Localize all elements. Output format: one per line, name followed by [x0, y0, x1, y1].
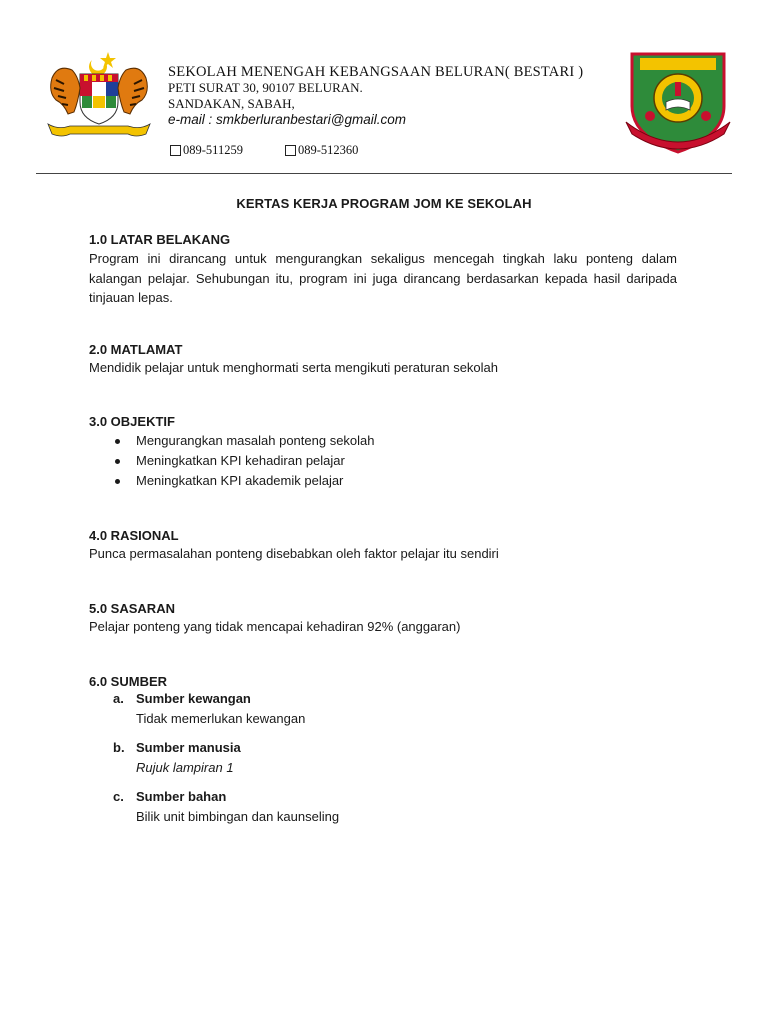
section-4-body: Punca permasalahan ponteng disebabkan oleh faktor pelajar itu sendiri: [89, 546, 499, 561]
email-address: e-mail : smkberluranbestari@gmail.com: [168, 112, 407, 127]
document-title: KERTAS KERJA PROGRAM JOM KE SEKOLAH: [236, 196, 532, 211]
letterhead: [168, 64, 618, 128]
phone-2-number: 089-512360: [298, 143, 359, 157]
section-5-body: Pelajar ponteng yang tidak mencapai kehadiran 92% (anggaran): [89, 619, 461, 634]
school-crest-icon: [622, 46, 734, 158]
objective-text: Mengurangkan masalah ponteng sekolah: [136, 433, 375, 448]
objective-text: Meningkatkan KPI kehadiran pelajar: [136, 453, 345, 468]
item-letter: b.: [113, 740, 125, 755]
section-3-heading: 3.0 OBJEKTIF: [89, 414, 175, 429]
bullet-icon: [115, 479, 120, 484]
bullet-icon: [115, 459, 120, 464]
list-item: [89, 431, 375, 451]
address-line-1: PETI SURAT 30, 90107 BELURAN.: [168, 80, 363, 95]
phone-1: [170, 143, 243, 158]
address-line-2: SANDAKAN, SABAH,: [168, 96, 295, 111]
list-item: [89, 451, 375, 471]
section-6-heading: 6.0 SUMBER: [89, 674, 168, 689]
section-5-heading: 5.0 SASARAN: [89, 601, 175, 616]
section-2-heading: 2.0 MATLAMAT: [89, 342, 183, 357]
item-title: Sumber kewangan: [136, 691, 251, 706]
fax-icon: [285, 145, 296, 156]
bullet-icon: [115, 439, 120, 444]
item-description: Bilik unit bimbingan dan kaunseling: [136, 809, 340, 824]
list-item: [89, 471, 375, 491]
malaysia-coat-of-arms-icon: [40, 48, 158, 144]
objectives-list: [89, 431, 375, 491]
section-4-heading: 4.0 RASIONAL: [89, 528, 179, 543]
item-letter: c.: [113, 789, 124, 804]
section-1-body: Program ini dirancang untuk mengurangkan sekaligus mencegah tingkah laku ponteng dalam kalangan pelajar. Sehubungan itu, program ini juga dirancang berdasarkan kepada hasil daripada tinjauan lepas.: [89, 251, 677, 305]
phone-icon: [170, 145, 181, 156]
school-name: SEKOLAH MENENGAH KEBANGSAAN BELURAN( BESTARI ): [168, 64, 584, 80]
header-divider: [36, 173, 732, 174]
item-letter: a.: [113, 691, 124, 706]
phone-1-number: 089-511259: [183, 143, 243, 157]
item-title: Sumber bahan: [136, 789, 227, 804]
objective-text: Meningkatkan KPI akademik pelajar: [136, 473, 344, 488]
section-1-heading: 1.0 LATAR BELAKANG: [89, 232, 231, 247]
item-description: Tidak memerlukan kewangan: [136, 711, 306, 726]
item-title: Sumber manusia: [136, 740, 241, 755]
section-2-body: Mendidik pelajar untuk menghormati serta mengikuti peraturan sekolah: [89, 360, 498, 375]
phone-2: [285, 143, 358, 158]
item-description: Rujuk lampiran 1: [136, 760, 234, 775]
